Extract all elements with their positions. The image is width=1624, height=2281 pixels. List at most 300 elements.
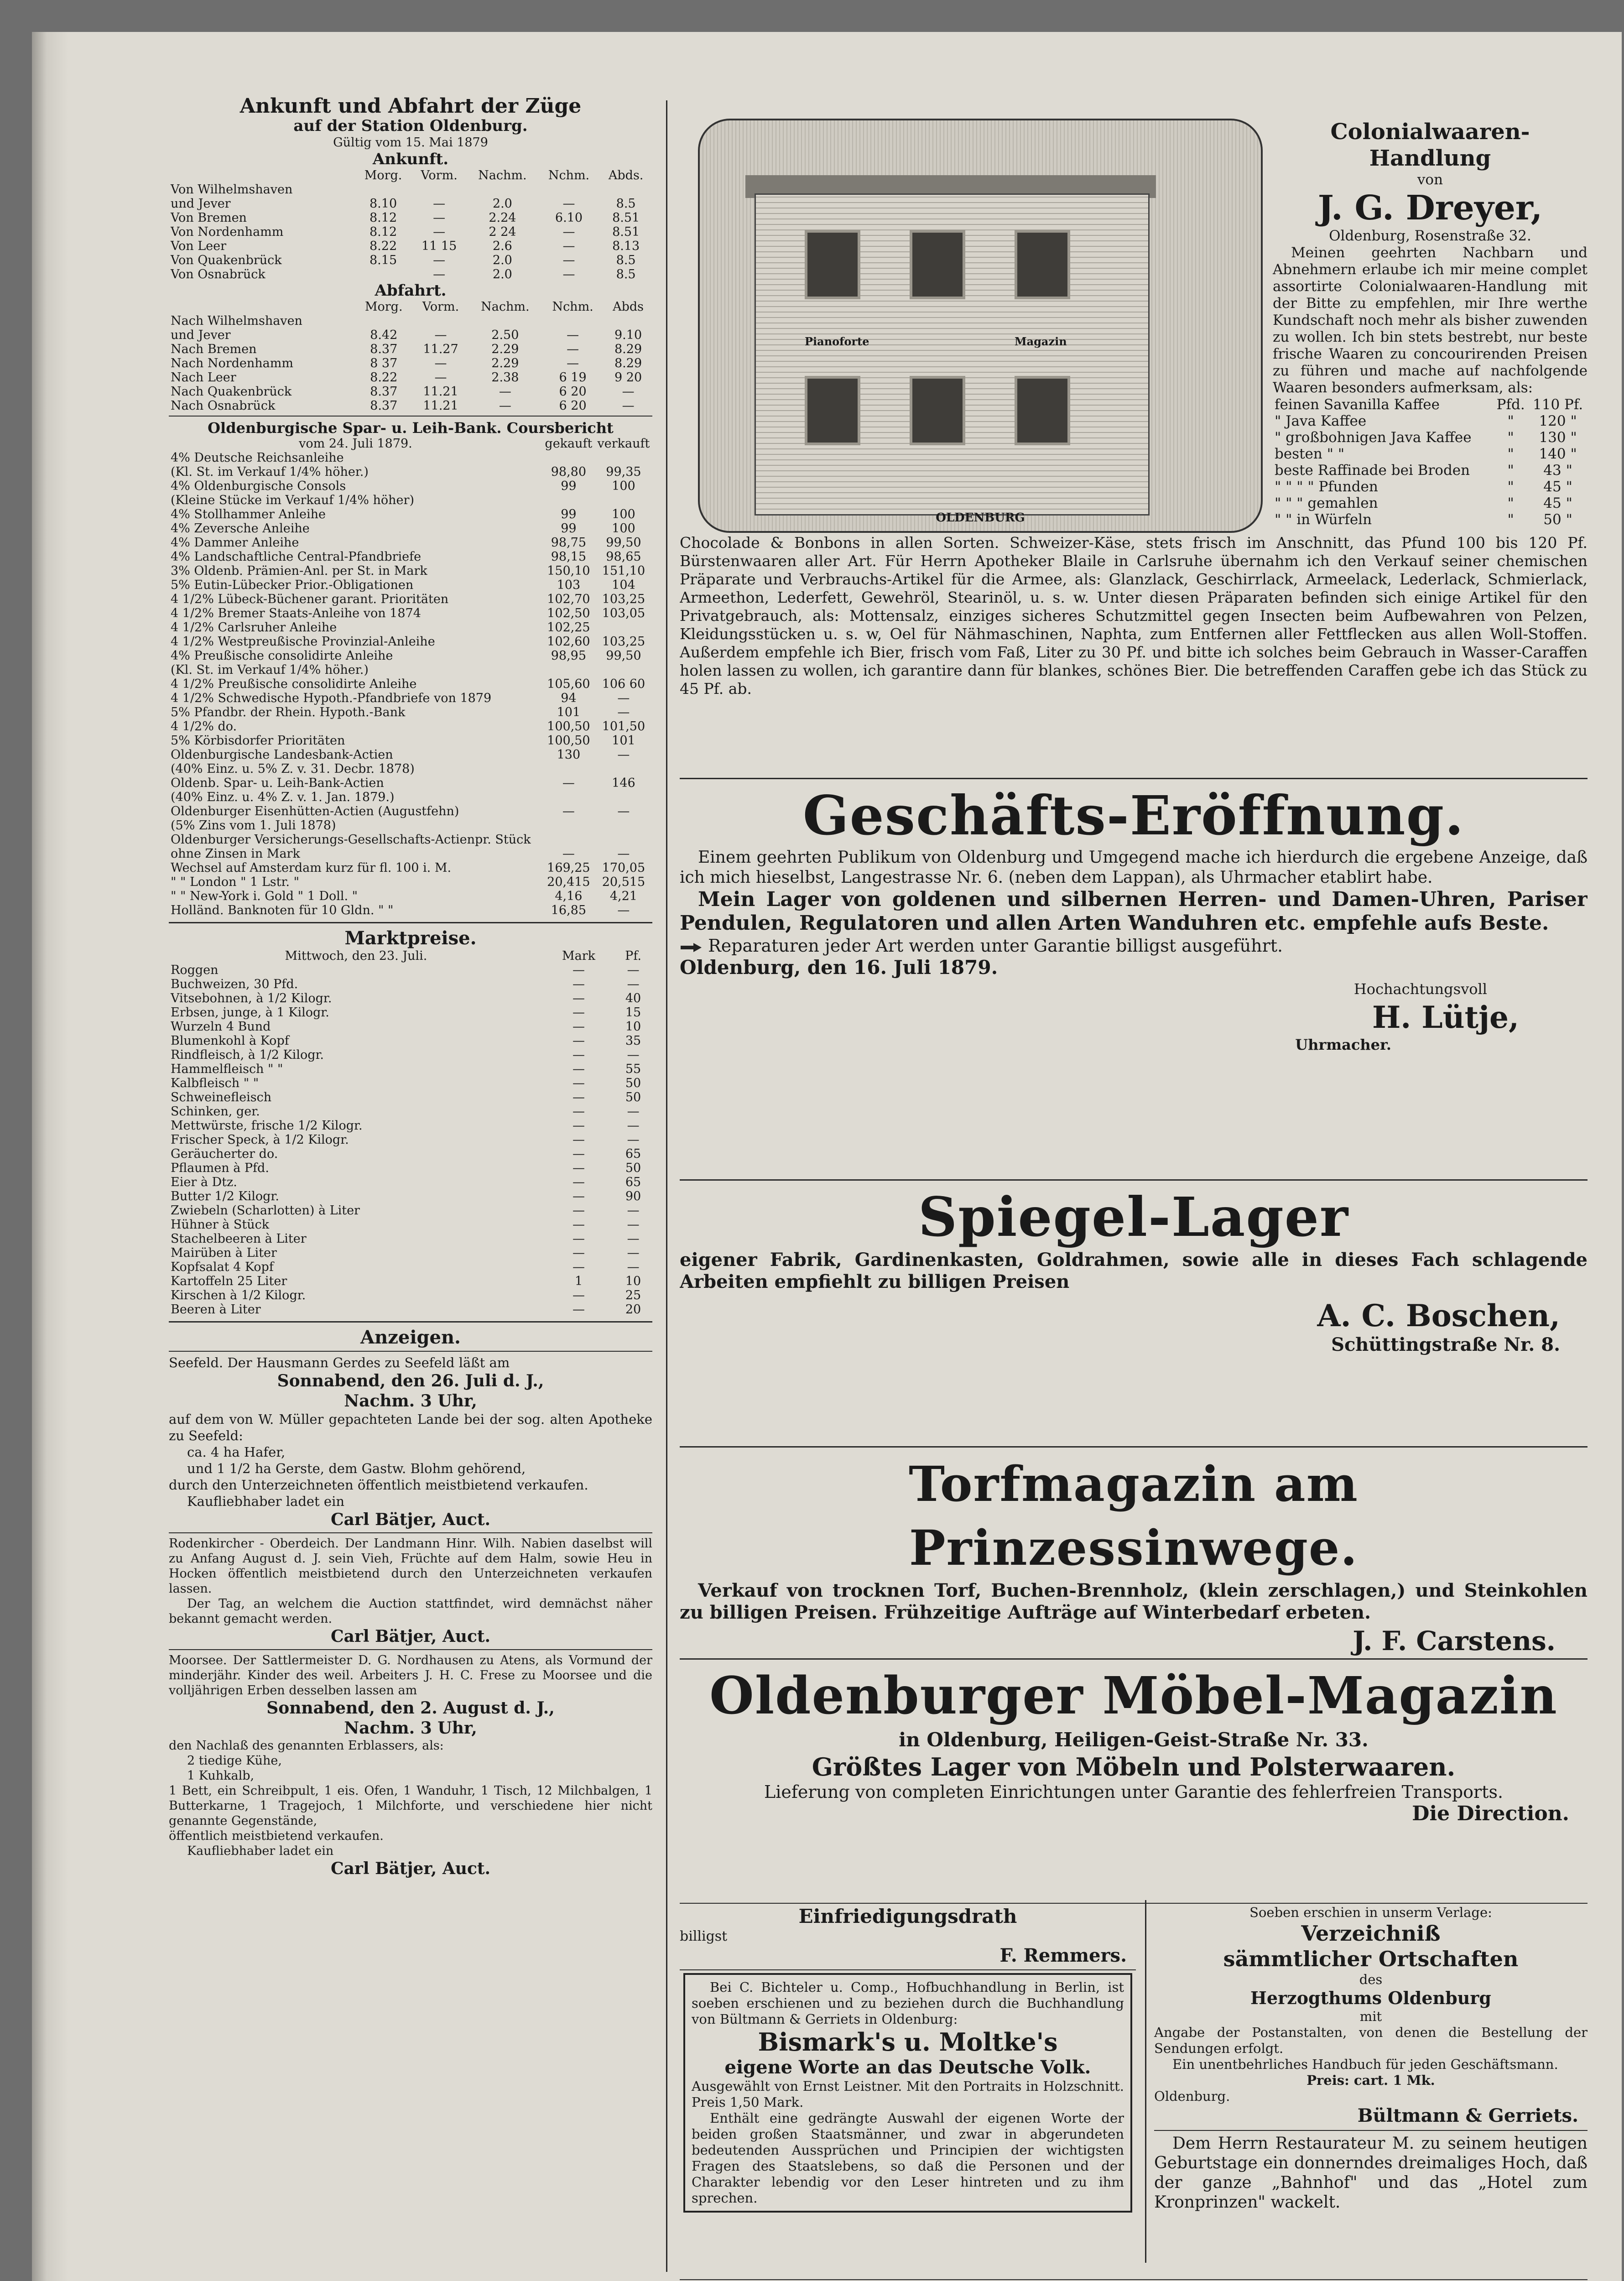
arrival-row-value: 8.51	[612, 211, 640, 225]
bank-row-value: 102,70	[547, 592, 590, 606]
bank-row	[169, 592, 652, 606]
market-row-label: Pflaumen à Pfd.	[171, 1161, 269, 1175]
spiegel-ad	[680, 1175, 1588, 1356]
bank-row-value: 103,25	[602, 635, 645, 649]
market-row-label: Kalbfleisch " "	[171, 1076, 259, 1090]
market-row	[169, 1020, 652, 1034]
departure-row-value: 11.27	[423, 342, 458, 356]
market-row-value: —	[573, 1218, 585, 1232]
geschaeft-firm: H. Lütje,	[1372, 1000, 1519, 1035]
book-description: Enthält eine gedrängte Auswahl der eigenen Worte der beiden großen Staatsmänner, und zwar in abgerundeten bedeutenden Aussprüchen und Principien der wichtigsten Fragen des Staatslebens, so daß die Personen und der Charakter lebendig vor den Leser hintreten und zu ihm sprechen.	[692, 2110, 1124, 2206]
bank-row-label: (40% Einz. u. 4% Z. v. 1. Jan. 1879.)	[171, 790, 395, 804]
bank-row-value: —	[562, 776, 575, 790]
bank-row-value: —	[617, 847, 630, 861]
bank-row-value: —	[617, 691, 630, 705]
engraving-caption: OLDENBURG	[936, 511, 1025, 525]
departure-row-value: —	[567, 328, 579, 342]
bank-row-value	[542, 663, 595, 677]
bank-row-value: 100	[612, 507, 635, 521]
bank-row-label: 4% Stollhammer Anleihe	[171, 507, 326, 521]
market-row-value: —	[573, 1005, 585, 1020]
bank-row-value: 99	[561, 521, 577, 536]
price-row-value: "	[1507, 462, 1514, 479]
bank-row-value: 151,10	[602, 564, 645, 578]
ad-rodenkirchen-text: Der Tag, an welchem die Auction stattfindet, wird demnächst näher bekannt gemacht werden.	[169, 1597, 652, 1626]
bank-row-label: 4 1/2% Bremer Staats-Anleihe von 1874	[171, 606, 421, 620]
bank-row-label: 4% Preußische consolidirte Anleihe	[171, 649, 393, 663]
bank-row-value: —	[617, 705, 630, 719]
engraving-sign: Magazin	[1015, 335, 1067, 348]
colonial-price-rows	[1273, 396, 1588, 528]
engraving-window	[910, 376, 965, 445]
verz-firm: Bültmann & Gerriets.	[1357, 2105, 1578, 2126]
market-row-label: Hühner à Stück	[171, 1218, 270, 1232]
bank-row-label: 4% Deutsche Reichsanleihe	[171, 451, 344, 465]
divider	[169, 1649, 652, 1650]
market-row-value: 65	[625, 1147, 641, 1161]
departure-row-value	[412, 314, 468, 328]
bank-row-value	[542, 493, 595, 507]
market-row-value: —	[573, 1119, 585, 1133]
market-row-label: Schweinefleisch	[171, 1090, 272, 1104]
departure-row-label: Nach Quakenbrück	[171, 385, 292, 399]
engraving-sign: Pianoforte	[805, 335, 869, 348]
bank-rows	[169, 451, 652, 917]
divider	[680, 2279, 1588, 2280]
departure-row-label: Nach Nordenhamm	[171, 356, 293, 370]
divider	[680, 1179, 1588, 1181]
bank-row-value	[595, 762, 652, 776]
col-head: Abds.	[608, 168, 644, 182]
market-row-value: 10	[625, 1274, 641, 1288]
book-ad-box	[683, 1973, 1132, 2213]
arrival-table	[169, 168, 652, 281]
departure-row-value	[355, 314, 412, 328]
arrival-row-value: 2.24	[489, 211, 516, 225]
market-row-label: Geräucherter do.	[171, 1147, 278, 1161]
col-head: Vorm.	[421, 168, 458, 182]
market-row	[169, 1260, 652, 1274]
arrival-row-value: 6.10	[555, 211, 583, 225]
price-row-label: " " " gemahlen	[1275, 495, 1378, 511]
departure-row-value: —	[434, 328, 447, 342]
market-row-value: —	[573, 1189, 585, 1203]
bank-row-label: 4 1/2% Schwedische Hypoth.-Pfandbriefe von 1879	[171, 691, 492, 705]
market-row-label: Mairüben à Liter	[171, 1246, 277, 1260]
market-row-value: 1	[574, 1274, 583, 1288]
arrival-row-value: 2.0	[492, 253, 512, 267]
price-row	[1273, 462, 1588, 479]
arrival-row-value	[599, 182, 652, 197]
bank-row-value	[595, 493, 652, 507]
departure-row-value: 11.21	[423, 399, 458, 413]
arrival-row-value: —	[433, 267, 446, 281]
column-rule	[1145, 1900, 1146, 2263]
bank-row-value: 130	[557, 748, 581, 762]
arrival-row-value: —	[562, 267, 575, 281]
arrival-header-row	[169, 168, 652, 182]
market-row	[169, 1246, 652, 1260]
arrival-row-value: 8.5	[616, 267, 636, 281]
bank-row-value	[595, 451, 652, 465]
verz-city: Oldenburg.	[1154, 2088, 1230, 2104]
price-row-label: " " " " Pfunden	[1275, 479, 1378, 495]
col-head: Morg.	[364, 168, 402, 182]
bank-row-value	[595, 663, 652, 677]
bank-row	[169, 776, 652, 790]
market-row-value: 50	[625, 1076, 641, 1090]
market-row-value: 25	[625, 1288, 641, 1302]
bank-row	[169, 677, 652, 691]
market-row	[169, 1203, 652, 1218]
market-header-row	[169, 949, 652, 963]
ad-seefeld-intro: Seefeld. Der Hausmann Gerdes zu Seefeld läßt am	[169, 1355, 510, 1370]
bank-row	[169, 536, 652, 550]
right-column	[680, 100, 1588, 2263]
arrival-row-value	[467, 182, 538, 197]
departure-row-value: 8.37	[370, 399, 398, 413]
bank-row-value: 20,515	[602, 875, 645, 889]
price-row	[1273, 413, 1588, 429]
market-row-value: 20	[625, 1302, 641, 1317]
market-row-value: —	[573, 1133, 585, 1147]
market-row-label: Roggen	[171, 963, 219, 977]
bank-row	[169, 818, 652, 833]
market-rows	[169, 963, 652, 1317]
market-row	[169, 1034, 652, 1048]
market-row-value: 50	[625, 1090, 641, 1104]
col-head: Abds	[613, 300, 644, 314]
bank-row-label: Oldenburger Eisenhütten-Actien (Augustfehn)	[171, 804, 459, 818]
market-row	[169, 1090, 652, 1104]
bank-row	[169, 833, 652, 847]
bank-row-value: 100,50	[547, 734, 590, 748]
departure-row-value	[541, 314, 604, 328]
bank-row	[169, 550, 652, 564]
market-row-value: 10	[625, 1020, 641, 1034]
price-row-label: beste Raffinade bei Broden	[1275, 462, 1470, 479]
anzeigen-title: Anzeigen.	[360, 1327, 461, 1348]
arrival-row-label: Von Nordenhamm	[171, 225, 284, 239]
divider	[169, 1532, 652, 1533]
ad-moorsee-text: Moorsee. Der Sattlermeister D. G. Nordhausen zu Atens, als Vormund der minderjähr. Kinder des weil. Arbeiters J. H. C. Frese zu Moorsee und die volljährigen Erben desselben lassen am	[169, 1653, 652, 1698]
footer	[680, 2276, 1588, 2281]
arrival-row-value	[355, 182, 411, 197]
market-row-value: —	[573, 1175, 585, 1189]
departure-row-value: 8.42	[370, 328, 398, 342]
market-row	[169, 1232, 652, 1246]
market-row-value: —	[573, 963, 585, 977]
bank-row-value: 170,05	[602, 861, 645, 875]
bank-row-label: 4% Landschaftliche Central-Pfandbriefe	[171, 550, 422, 564]
ad-moorsee-text: öffentlich meistbietend verkaufen.	[169, 1829, 384, 1843]
bank-col-bought: gekauft	[545, 437, 593, 451]
moebel-address: in Oldenburg, Heiligen-Geist-Straße Nr. 33.	[899, 1729, 1369, 1751]
page-spine-shadow	[32, 32, 68, 2281]
geschaeft-text: Mein Lager von goldenen und silbernen Herren- und Damen-Uhren, Pariser Pendulen, Regulatoren und allen Arten Wanduhren etc. empfehle aufs Beste.	[680, 888, 1588, 935]
bank-row	[169, 493, 652, 507]
departure-row-value: —	[499, 385, 511, 399]
geschaeft-repair	[680, 935, 1588, 956]
torf-firm: J. F. Carstens.	[1353, 1625, 1556, 1656]
ad-moorsee-text: den Nachlaß des genannten Erblassers, als:	[169, 1739, 444, 1753]
price-row-value: 130 "	[1539, 429, 1577, 446]
arrival-row-value: 2.0	[492, 267, 512, 281]
book-intro: Bei C. Bichteler u. Comp., Hofbuchhandlung in Berlin, ist soeben erschienen und zu beziehen durch die Buchhandlung von Bültmann & Gerriets in Oldenburg:	[692, 1979, 1124, 2027]
bank-row-value: 169,25	[547, 861, 590, 875]
market-row	[169, 1048, 652, 1062]
bank-row-value: 99	[561, 479, 577, 493]
bank-row-value: —	[562, 847, 575, 861]
market-row-value: —	[573, 1203, 585, 1218]
verz-title: Verzeichniß	[1301, 1921, 1441, 1946]
bank-row-value: —	[617, 804, 630, 818]
bottom-right-ads	[1154, 1905, 1588, 2263]
bank-row	[169, 889, 652, 903]
departure-row	[169, 370, 652, 385]
price-row	[1273, 479, 1588, 495]
price-row-value: "	[1507, 429, 1514, 446]
draht-title: Einfriedigungsdrath	[798, 1905, 1017, 1927]
market-row-value: —	[627, 1104, 640, 1119]
market-row-label: Stachelbeeren à Liter	[171, 1232, 307, 1246]
market-row-value: —	[573, 991, 585, 1005]
market-date: Mittwoch, den 23. Juli.	[285, 949, 427, 963]
arrival-row	[169, 253, 652, 267]
bank-row-value: 104	[612, 578, 635, 592]
verz-region: Herzogthums Oldenburg	[1250, 1988, 1491, 2008]
arrival-heading: Ankunft.	[372, 150, 449, 168]
departure-row	[169, 385, 652, 399]
bank-row-value: 102,25	[547, 620, 590, 635]
departure-row-value: 8.29	[614, 356, 642, 370]
departure-row-value: —	[434, 370, 447, 385]
bank-row	[169, 719, 652, 734]
bank-row-value: 98,65	[606, 550, 641, 564]
departure-row-label: Nach Osnabrück	[171, 399, 276, 413]
market-row	[169, 1161, 652, 1175]
bank-row-value: 98,95	[551, 649, 587, 663]
verz-intro: Soeben erschien in unserm Verlage:	[1249, 1905, 1492, 1920]
bank-row-value: 100,50	[547, 719, 590, 734]
arrival-row	[169, 225, 652, 239]
departure-row-value: 8.37	[370, 385, 398, 399]
market-row-value: —	[573, 1161, 585, 1175]
col-head: Nachm.	[478, 168, 527, 182]
ad-rodenkirchen-text: Rodenkircher - Oberdeich. Der Landmann Hinr. Wilh. Nabien daselbst will zu Anfang August d. J. sein Vieh, Früchte auf dem Halm, sowie Heu in Hocken öffentlich meistbietend durch den Unterzeichneten verkaufen lassen.	[169, 1536, 652, 1596]
verz-text: Angabe der Postanstalten, von denen die Bestellung der Sendungen erfolgt.	[1154, 2025, 1588, 2056]
bank-row-value: 103,05	[602, 606, 645, 620]
bank-row-value: 146	[612, 776, 635, 790]
arrival-row-value: 11 15	[421, 239, 457, 253]
market-row-label: Hammelfleisch " "	[171, 1062, 283, 1076]
bank-row-value: 99,35	[606, 465, 641, 479]
moebel-title: Oldenburger Möbel-Magazin	[709, 1666, 1558, 1726]
arrival-row-value	[411, 182, 467, 197]
bank-row-label: 4 1/2% Preußische consolidirte Anleihe	[171, 677, 417, 691]
ad-moorsee-invite: Kaufliebhaber ladet ein	[187, 1844, 334, 1858]
bank-row-label: (Kl. St. im Verkauf 1/4% höher.)	[171, 663, 369, 677]
market-row-value: —	[627, 1133, 640, 1147]
market-row	[169, 1119, 652, 1133]
bank-row	[169, 875, 652, 889]
bank-row	[169, 578, 652, 592]
bank-row-value: 105,60	[547, 677, 590, 691]
arrival-row-value: 8.13	[612, 239, 640, 253]
divider	[169, 416, 652, 417]
arrival-row-label: Von Quakenbrück	[171, 253, 282, 267]
departure-row-value: —	[622, 399, 635, 413]
colonial-foot	[680, 534, 1588, 698]
market-row-value: —	[627, 1203, 640, 1218]
verz-title: sämmtlicher Ortschaften	[1223, 1947, 1519, 1971]
price-row-label: besten " "	[1275, 446, 1345, 462]
arrival-row-value: —	[433, 197, 446, 211]
market-row-value: —	[573, 1048, 585, 1062]
price-row-value: Pfd.	[1496, 396, 1525, 413]
spiegel-address: Schüttingstraße Nr. 8.	[1331, 1334, 1560, 1355]
bank-row-label: 4 1/2% Lübeck-Büchener garant. Prioritäten	[171, 592, 449, 606]
divider	[680, 1658, 1588, 1660]
bank-row-label: " " London " 1 Lstr. "	[171, 875, 300, 889]
verz-des: des	[1359, 1972, 1383, 1987]
bottom-left-ads	[680, 1905, 1136, 2263]
engraving-window	[1015, 376, 1070, 445]
arrival-row	[169, 197, 652, 211]
market-row-label: Blumenkohl à Kopf	[171, 1034, 289, 1048]
market-row	[169, 1218, 652, 1232]
bank-row	[169, 734, 652, 748]
bank-row-value: 20,415	[547, 875, 590, 889]
moebel-text: Lieferung von completen Einrichtungen unter Garantie des fehlerfreien Transports.	[764, 1782, 1504, 1802]
market-row-label: Wurzeln 4 Bund	[171, 1020, 271, 1034]
ad-seefeld-time: Nachm. 3 Uhr,	[344, 1391, 477, 1411]
bottom-ads	[680, 1900, 1588, 2263]
bank-row-value	[542, 762, 595, 776]
departure-row-value: 8.22	[370, 370, 398, 385]
market-row-label: Erbsen, junge, à 1 Kilogr.	[171, 1005, 329, 1020]
departure-row-value: —	[567, 342, 579, 356]
bank-row-label: Oldenburger Versicherungs-Gesellschafts-Actienpr. Stück	[171, 833, 531, 847]
bank-row-label: 4% Oldenburgische Consols	[171, 479, 346, 493]
ad-seefeld-signature: Carl Bätjer, Auct.	[330, 1510, 491, 1529]
arrival-row-label: Von Wilhelmshaven	[171, 182, 293, 197]
bank-row-label: 4 1/2% Carlsruher Anleihe	[171, 620, 337, 635]
geschaeft-text: Einem geehrten Publikum von Oldenburg und Umgegend mache ich hierdurch die ergebene Anzeige, daß ich mich hieselbst, Langestrasse Nr. 6. (neben dem Lappan), als Uhrmacher etablirt habe.	[680, 848, 1588, 887]
arrival-row-value: 2.6	[492, 239, 512, 253]
price-row-value: "	[1507, 446, 1514, 462]
ad-moorsee-signature: Carl Bätjer, Auct.	[330, 1859, 491, 1878]
price-row-value: 45 "	[1543, 495, 1572, 511]
market-row-label: Butter 1/2 Kilogr.	[171, 1189, 279, 1203]
market-row-label: Kirschen à 1/2 Kilogr.	[171, 1288, 306, 1302]
bank-row	[169, 903, 652, 917]
bank-row	[169, 521, 652, 536]
spiegel-text: eigener Fabrik, Gardinenkasten, Goldrahmen, sowie alle in dieses Fach schlagende Arbeiten empfiehlt zu billigen Preisen	[680, 1249, 1588, 1292]
ad-moorsee-item: 1 Kuhkalb,	[187, 1769, 255, 1783]
geschaeft-role: Uhrmacher.	[1295, 1036, 1391, 1053]
market-row-value: —	[573, 1104, 585, 1119]
market-row	[169, 1189, 652, 1203]
price-row	[1273, 429, 1588, 446]
bank-row-label: 4 1/2% Westpreußische Provinzial-Anleihe	[171, 635, 435, 649]
departure-row	[169, 399, 652, 413]
market-row	[169, 963, 652, 977]
trains-subtitle: auf der Station Oldenburg.	[293, 117, 528, 135]
bank-row-value: —	[617, 748, 630, 762]
market-row-value: —	[573, 1232, 585, 1246]
market-col-mark: Mark	[562, 949, 596, 963]
ad-seefeld-date: Sonnabend, den 26. Juli d. J.,	[277, 1371, 544, 1390]
departure-row	[169, 356, 652, 370]
trains-title: Ankunft und Abfahrt der Züge	[239, 96, 582, 118]
arrival-row-value: 2.0	[492, 197, 512, 211]
spiegel-title: Spiegel-Lager	[918, 1185, 1349, 1249]
bank-row	[169, 762, 652, 776]
moebel-ad	[680, 1654, 1588, 1826]
engraving-window	[805, 376, 860, 445]
restaurateur-text: Dem Herrn Restaurateur M. zu seinem heutigen Geburtstage ein donnerndes dreimaliges Hoch, daß der ganze „Bahnhof" und das „Hotel zum Kronprinzen" wackelt.	[1154, 2134, 1588, 2212]
market-row-value: 35	[625, 1034, 641, 1048]
arrival-row-value: —	[562, 253, 575, 267]
departure-row-value: 2.38	[491, 370, 519, 385]
bank-row-value: —	[562, 804, 575, 818]
departure-row	[169, 342, 652, 356]
bank-row-value: 98,80	[551, 465, 587, 479]
bank-row	[169, 663, 652, 677]
bank-row-value: —	[617, 903, 630, 917]
book-details: Ausgewählt von Ernst Leistner. Mit den Portraits in Holzschnitt. Preis 1,50 Mark.	[692, 2078, 1124, 2110]
departure-row-label: Nach Wilhelmshaven	[171, 314, 302, 328]
bank-row-value: 150,10	[547, 564, 590, 578]
bank-row-value: 98,15	[551, 550, 587, 564]
market-row-value: —	[573, 1090, 585, 1104]
bank-row	[169, 861, 652, 875]
torf-ad	[680, 1442, 1588, 1658]
departure-row-value: 8 37	[370, 356, 398, 370]
departure-row-value: 9.10	[614, 328, 642, 342]
colonial-von: von	[1417, 172, 1443, 188]
engraving-window	[1015, 230, 1070, 299]
bank-row	[169, 847, 652, 861]
arrival-row	[169, 267, 652, 281]
market-row-value: —	[573, 1147, 585, 1161]
market-row-value: —	[627, 1218, 640, 1232]
price-row-value: "	[1507, 479, 1514, 495]
divider	[680, 1446, 1588, 1448]
draht-billig: billigst	[680, 1928, 728, 1944]
bank-row-value: 101	[557, 705, 581, 719]
price-row-value: "	[1507, 511, 1514, 528]
market-row-value: —	[573, 1062, 585, 1076]
col-head: Vorm.	[422, 300, 459, 314]
arrival-row-value: —	[433, 225, 446, 239]
price-row	[1273, 511, 1588, 528]
departure-header-row	[169, 300, 652, 314]
geschaeft-title: Geschäfts-Eröffnung.	[802, 784, 1465, 847]
market-row	[169, 1076, 652, 1090]
departure-row-value: 11.21	[423, 385, 458, 399]
market-row-value: 55	[625, 1062, 641, 1076]
market-row-label: Eier à Dtz.	[171, 1175, 237, 1189]
arrival-row	[169, 239, 652, 253]
price-row	[1273, 396, 1588, 413]
bank-row-value	[595, 833, 652, 847]
divider	[169, 922, 652, 923]
market-col-pf: Pf.	[625, 949, 641, 963]
departure-row-value: —	[567, 356, 579, 370]
market-row	[169, 1274, 652, 1288]
